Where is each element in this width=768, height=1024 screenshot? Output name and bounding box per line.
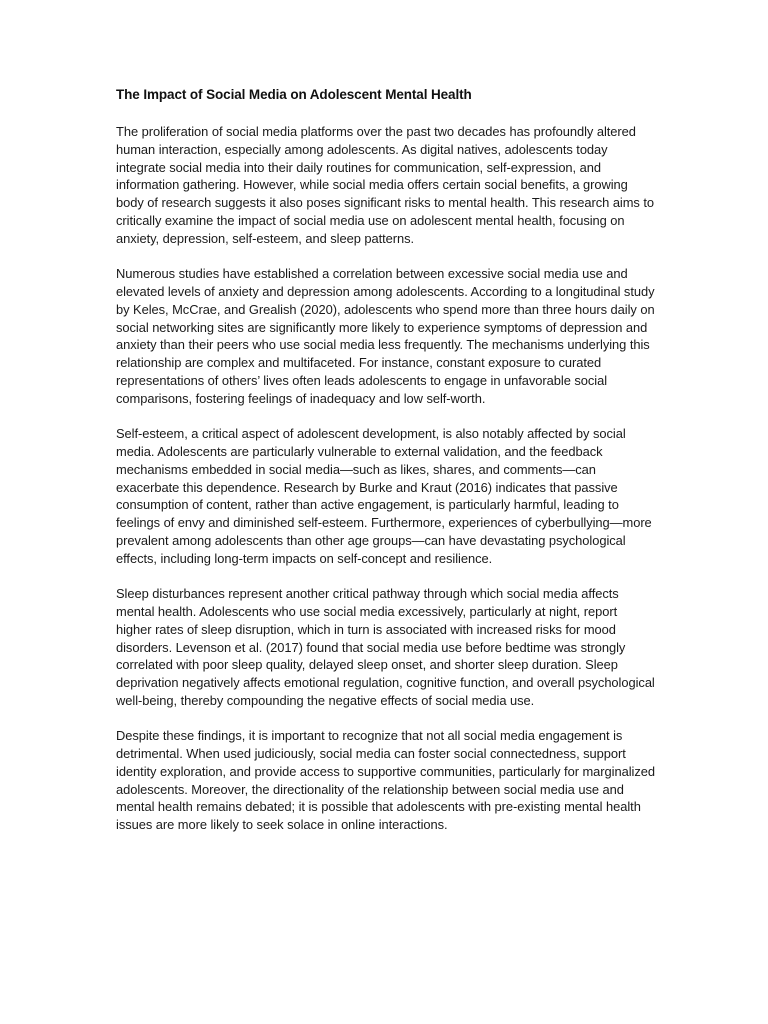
paragraph-self-esteem: Self-esteem, a critical aspect of adolescent development, is also notably affected by social media. Adolescents are particularly vulnerable to external validation, and the feedback mechanisms embedded in social media—such as likes, shares, and comments—can exacerbate this dependence. Research by Burke and Kraut (2016) indicates that passive consumption of content, rather than active engagement, is particularly harmful, leading to feelings of envy and diminished self-esteem. Furthermore, experiences of cyberbullying—more prevalent among adolescents than other age groups—can have devastating psychological effects, including long-term impacts on self-concept and resilience.: [116, 426, 652, 566]
paragraph-counterpoint: Despite these findings, it is important to recognize that not all social media engagement is detrimental. When used judiciously, social media can foster social connectedness, support identity exploration, and provide access to supportive communities, particularly for marginalized adolescents. Moreover, the directionality of the relationship between social media use and mental health remains debated; it is possible that adolescents with pre-existing mental health issues are more likely to seek solace in online interactions.: [116, 728, 655, 833]
document-title: The Impact of Social Media on Adolescent Mental Health: [116, 87, 472, 102]
paragraph-anxiety-depression: Numerous studies have established a correlation between excessive social media use and elevated levels of anxiety and depression among adolescents. According to a longitudinal study by Keles, McCrae, and Grealish (2020), adolescents who spend more than three hours daily on social networking sites are significantly more likely to experience symptoms of depression and anxiety than their peers who use social media less frequently. The mechanisms underlying this relationship are complex and multifaceted. For instance, constant exposure to curated representations of others’ lives often leads adolescents to engage in unfavorable social comparisons, fostering feelings of inadequacy and low self-worth.: [116, 266, 655, 406]
document-body: [116, 86, 656, 852]
paragraph-sleep: Sleep disturbances represent another critical pathway through which social media affects mental health. Adolescents who use social media excessively, particularly at night, report higher rates of sleep disruption, which in turn is associated with increased risks for mood disorders. Levenson et al. (2017) found that social media use before bedtime was strongly correlated with poor sleep quality, delayed sleep onset, and shorter sleep duration. Sleep deprivation negatively affects emotional regulation, cognitive function, and overall psychological well-being, thereby compounding the negative effects of social media use.: [116, 586, 655, 708]
paragraph-introduction: The proliferation of social media platforms over the past two decades has profoundly altered human interaction, especially among adolescents. As digital natives, adolescents today integrate social media into their daily routines for communication, self-expression, and information gathering. However, while social media offers certain social benefits, a growing body of research suggests it also poses significant risks to mental health. This research aims to critically examine the impact of social media use on adolescent mental health, focusing on anxiety, depression, self-esteem, and sleep patterns.: [116, 124, 655, 246]
